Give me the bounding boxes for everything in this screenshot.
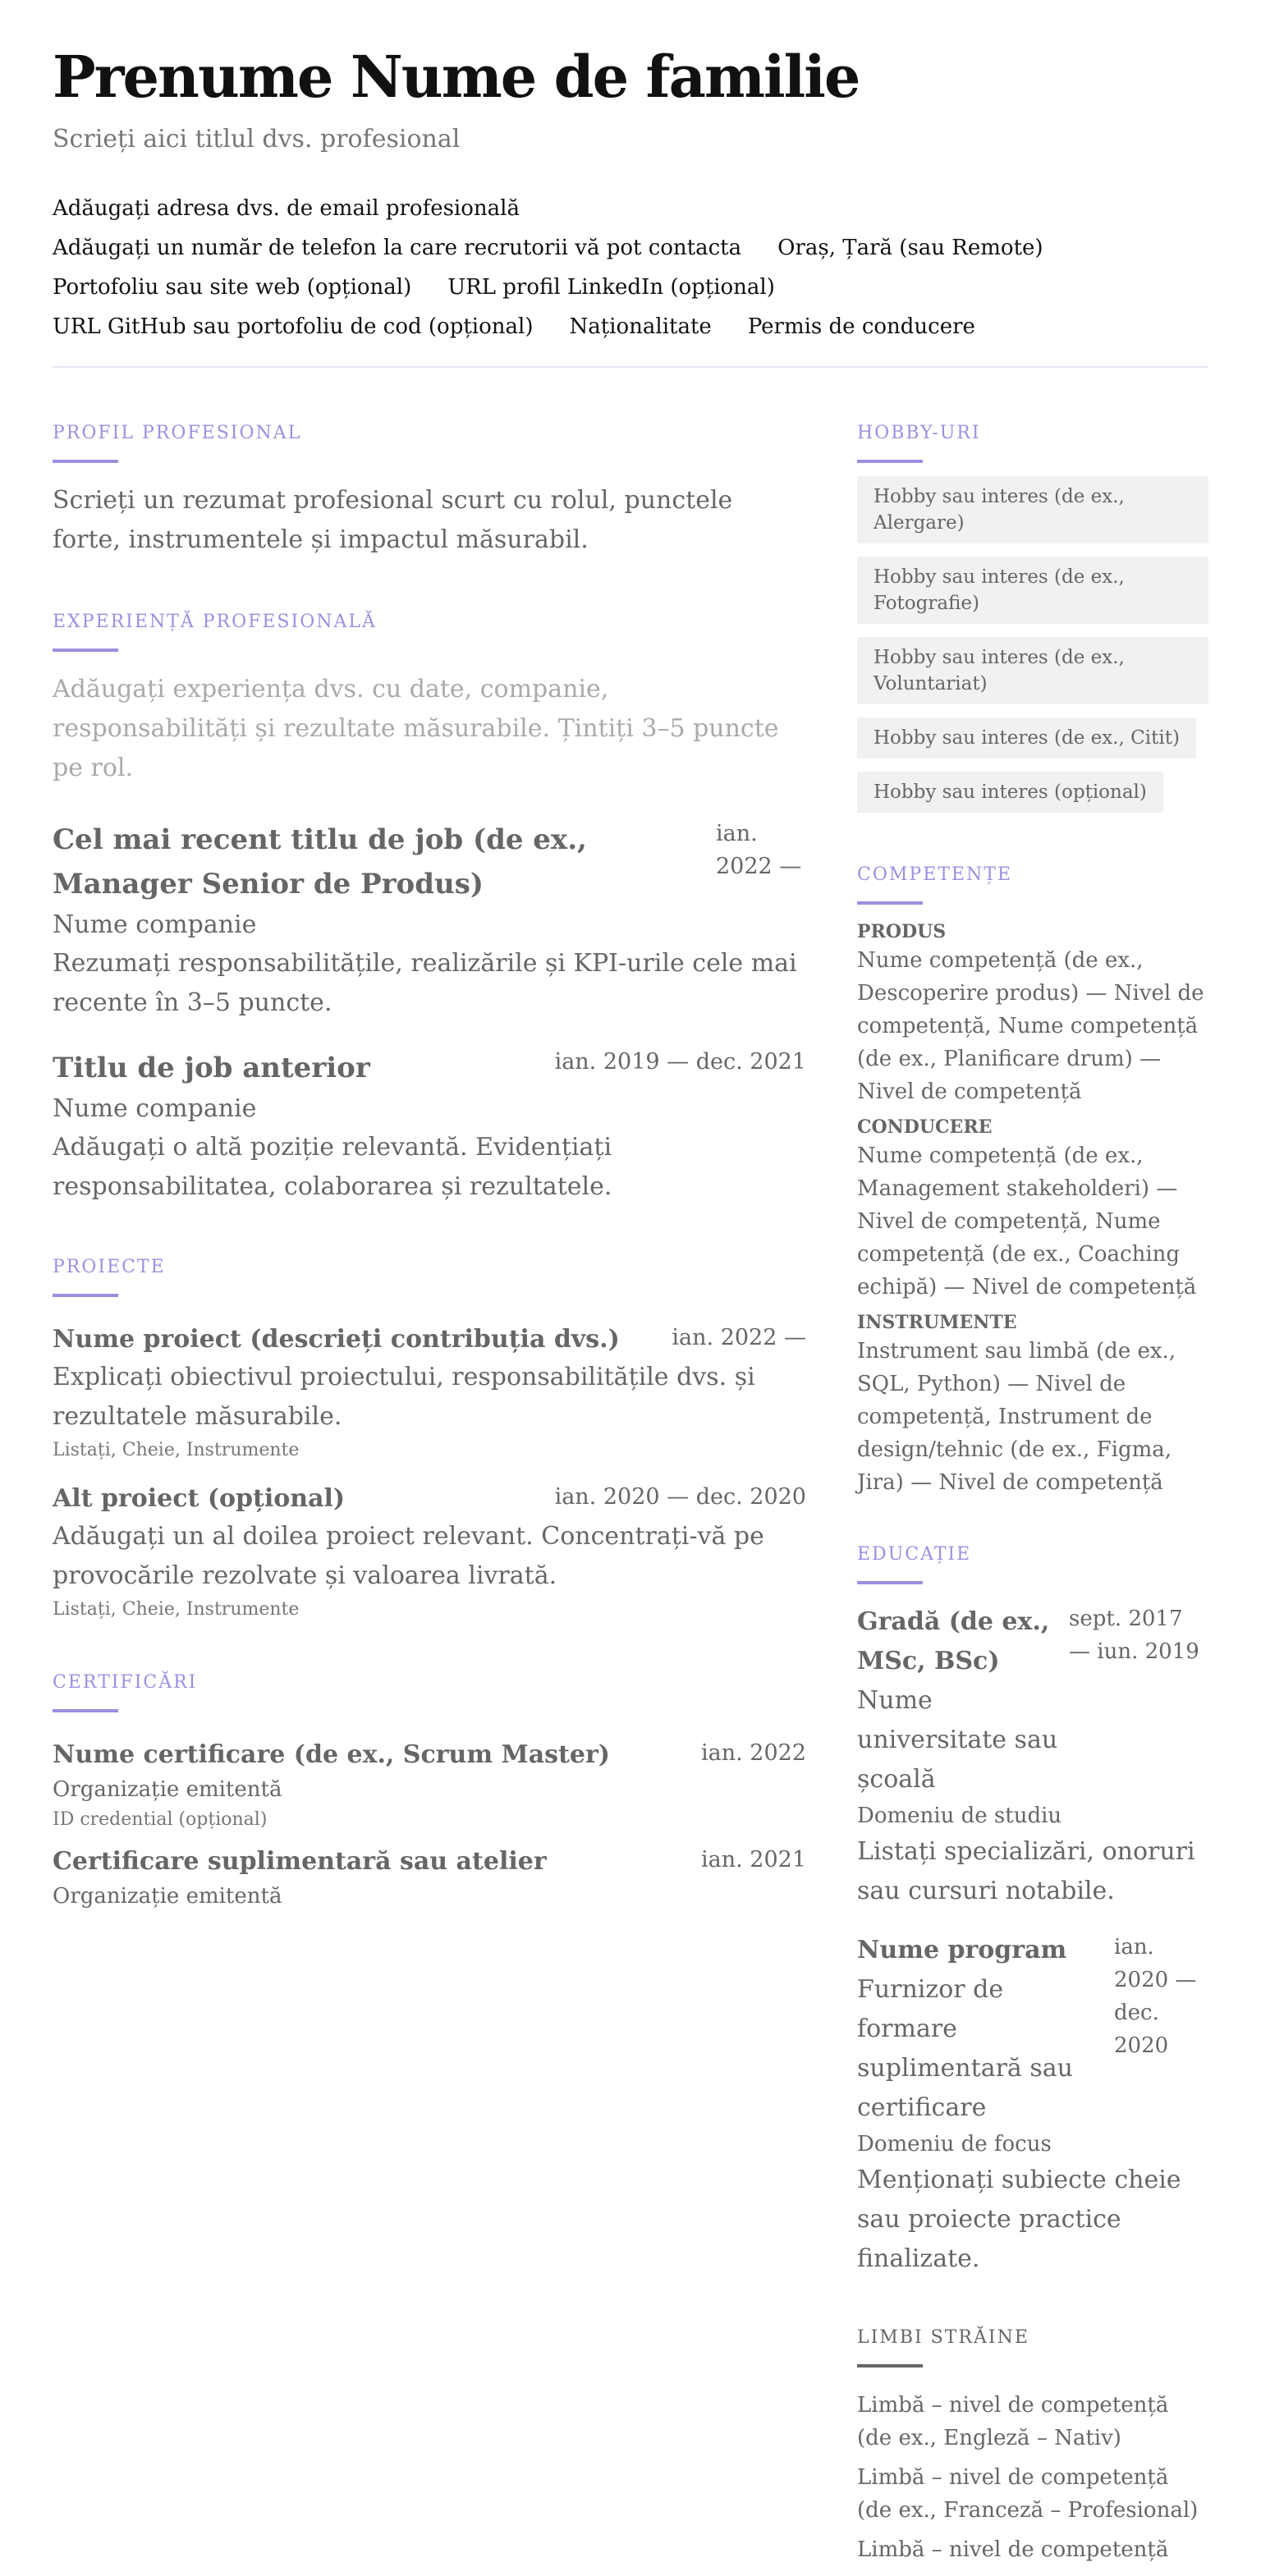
skill-list: Nume competență (de ex., Management stakeholderi) — Nivel de competență, Nume competență (de ex., Coaching echipă) — Nivel de competență	[857, 1144, 1197, 1299]
section-heading: EDUCAȚIE	[857, 1544, 972, 1565]
profile-summary: Scrieți un rezumat profesional scurt cu rolul, punctele forte, instrumentele și impactul măsurabil.	[53, 486, 733, 554]
certification-entry	[53, 1844, 806, 1913]
contact-github: URL GitHub sau portofoliu de cod (opțional)	[53, 314, 534, 339]
experience-intro: Adăugați experiența dvs. cu date, companie, responsabilități și rezultate măsurabile. Țintiți 3–5 puncte pe rol.	[53, 675, 779, 782]
heading-underline	[53, 649, 118, 652]
job-description: Rezumați responsabilitățile, realizările și KPI-urile cele mai recente în 3–5 puncte.	[53, 949, 797, 1017]
section-heading: HOBBY-URI	[857, 423, 981, 443]
project-title: Alt proiect (opțional)	[53, 1484, 346, 1513]
hobby-chip: Hobby sau interes (de ex., Voluntariat)	[857, 637, 1208, 704]
project-entry	[53, 1481, 806, 1624]
education-description: Listați specializări, onoruri sau cursuri notabile.	[857, 1837, 1195, 1905]
issuing-organization: Organizație emitentă	[53, 1777, 282, 1802]
certification-date: ian. 2022	[701, 1740, 806, 1766]
header-divider	[53, 366, 1208, 368]
contact-nationality: Naționalitate	[569, 314, 712, 339]
issuing-organization: Organizație emitentă	[53, 1884, 282, 1909]
certification-title: Certificare suplimentară sau atelier	[53, 1847, 547, 1876]
contact-license: Permis de conducere	[747, 314, 975, 339]
degree: Gradă (de ex., MSc, BSc)	[857, 1607, 1050, 1675]
project-tags: Listați, Cheie, Instrumente	[53, 1440, 300, 1460]
hobby-chip: Hobby sau interes (de ex., Alergare)	[857, 476, 1208, 543]
job-entry	[53, 1046, 806, 1207]
heading-underline	[857, 901, 923, 905]
heading-underline	[857, 460, 923, 463]
job-entry	[53, 818, 806, 1023]
education-entry	[857, 1602, 1208, 1911]
focus-area: Domeniu de focus	[857, 2132, 1052, 2157]
language-item: Limbă – nivel de competență	[857, 2537, 1169, 2562]
provider-name: Furnizor de formare suplimentară sau certificare	[857, 1975, 1073, 2122]
section-heading: EXPERIENȚĂ PROFESIONALĂ	[53, 612, 377, 632]
section-heading: PROFIL PROFESIONAL	[53, 423, 302, 443]
professional-title: Scrieți aici titlul dvs. profesional	[53, 125, 461, 154]
project-entry	[53, 1322, 806, 1464]
job-date: ian. 2019 — dec. 2021	[554, 1049, 806, 1075]
field-of-study: Domeniu de studiu	[857, 1804, 1062, 1828]
hobby-chip: Hobby sau interes (opțional)	[857, 772, 1163, 813]
job-date: ian. 2022 —	[716, 821, 802, 879]
project-description: Explicați obiectivul proiectului, responsabilitățile dvs. și rezultatele măsurabile.	[53, 1363, 755, 1431]
hobbies-section	[857, 420, 1208, 826]
certification-date: ian. 2021	[701, 1847, 806, 1872]
hobby-chip: Hobby sau interes (de ex., Fotografie)	[857, 557, 1208, 624]
education-date: sept. 2017 — iun. 2019	[1069, 1607, 1199, 1664]
education-section	[857, 1542, 1208, 2279]
project-tags: Listați, Cheie, Instrumente	[53, 1599, 300, 1620]
certification-entry	[53, 1737, 806, 1834]
section-heading: PROIECTE	[53, 1257, 166, 1277]
section-heading: CERTIFICĂRI	[53, 1672, 198, 1693]
contact-linkedin: URL profil LinkedIn (opțional)	[447, 275, 775, 300]
credential-id: ID credential (opțional)	[53, 1809, 268, 1830]
profile-section	[53, 420, 806, 560]
experience-section	[53, 609, 806, 1207]
education-date: ian. 2020 — dec. 2020	[1114, 1935, 1197, 2058]
skill-list: Nume competență (de ex., Descoperire produs) — Nivel de competență, Nume competență (de ex., Planificare drum) — Nivel de competență	[857, 948, 1204, 1104]
company-name: Nume companie	[53, 910, 257, 939]
school-name: Nume universitate sau școală	[857, 1686, 1058, 1794]
skill-category: CONDUCERE	[857, 1116, 993, 1138]
education-description: Menționați subiecte cheie sau proiecte practice finalizate.	[857, 2166, 1181, 2273]
heading-underline	[857, 1581, 923, 1584]
skills-section	[857, 862, 1208, 1499]
education-entry	[857, 1931, 1208, 2279]
sidebar-column	[857, 420, 1208, 2573]
contact-location: Oraș, Țară (sau Remote)	[777, 236, 1043, 260]
language-item: Limbă – nivel de competență (de ex., Engleză – Nativ)	[857, 2393, 1169, 2450]
company-name: Nume companie	[53, 1094, 257, 1123]
contact-phone: Adăugați un număr de telefon la care recrutorii vă pot contacta	[53, 236, 742, 260]
section-heading: LIMBI STRĂINE	[857, 2327, 1029, 2348]
skill-list: Instrument sau limbă (de ex., SQL, Python) — Nivel de competență, Instrument de design/tehnic (de ex., Figma, Jira) — Nivel de competență	[857, 1339, 1176, 1495]
section-heading: COMPETENȚE	[857, 864, 1012, 885]
job-description: Adăugați o altă poziție relevantă. Evidențiați responsabilitatea, colaborarea și rezultatele.	[53, 1133, 612, 1201]
project-date: ian. 2020 — dec. 2020	[554, 1484, 806, 1510]
certification-title: Nume certificare (de ex., Scrum Master)	[53, 1740, 610, 1769]
languages-section	[857, 2325, 1208, 2566]
job-title: Cel mai recent titlu de job (de ex., Manager Senior de Produs)	[53, 823, 587, 901]
main-column	[53, 420, 806, 1962]
heading-underline	[53, 1294, 118, 1297]
contact-portfolio: Portofoliu sau site web (opțional)	[53, 275, 412, 300]
job-title: Titlu de job anterior	[53, 1052, 370, 1084]
project-date: ian. 2022 —	[672, 1325, 806, 1350]
projects-section	[53, 1254, 806, 1624]
certifications-section	[53, 1670, 806, 1913]
full-name: Prenume Nume de familie	[53, 43, 860, 111]
hobby-chip: Hobby sau interes (de ex., Citit)	[857, 717, 1196, 759]
skill-category: PRODUS	[857, 921, 947, 942]
heading-underline	[53, 1709, 118, 1712]
project-title: Nume proiect (descrieți contribuția dvs.)	[53, 1325, 620, 1354]
skill-category: INSTRUMENTE	[857, 1312, 1017, 1333]
contact-info	[53, 189, 1080, 346]
project-description: Adăugați un al doilea proiect relevant. Concentrați-vă pe provocările rezolvate și valoarea livrată.	[53, 1522, 764, 1590]
heading-underline	[53, 460, 118, 463]
program-name: Nume program	[857, 1936, 1067, 1964]
contact-email: Adăugați adresa dvs. de email profesională	[53, 196, 520, 221]
heading-underline	[857, 2364, 923, 2367]
language-item: Limbă – nivel de competență (de ex., Franceză – Profesional)	[857, 2465, 1199, 2523]
